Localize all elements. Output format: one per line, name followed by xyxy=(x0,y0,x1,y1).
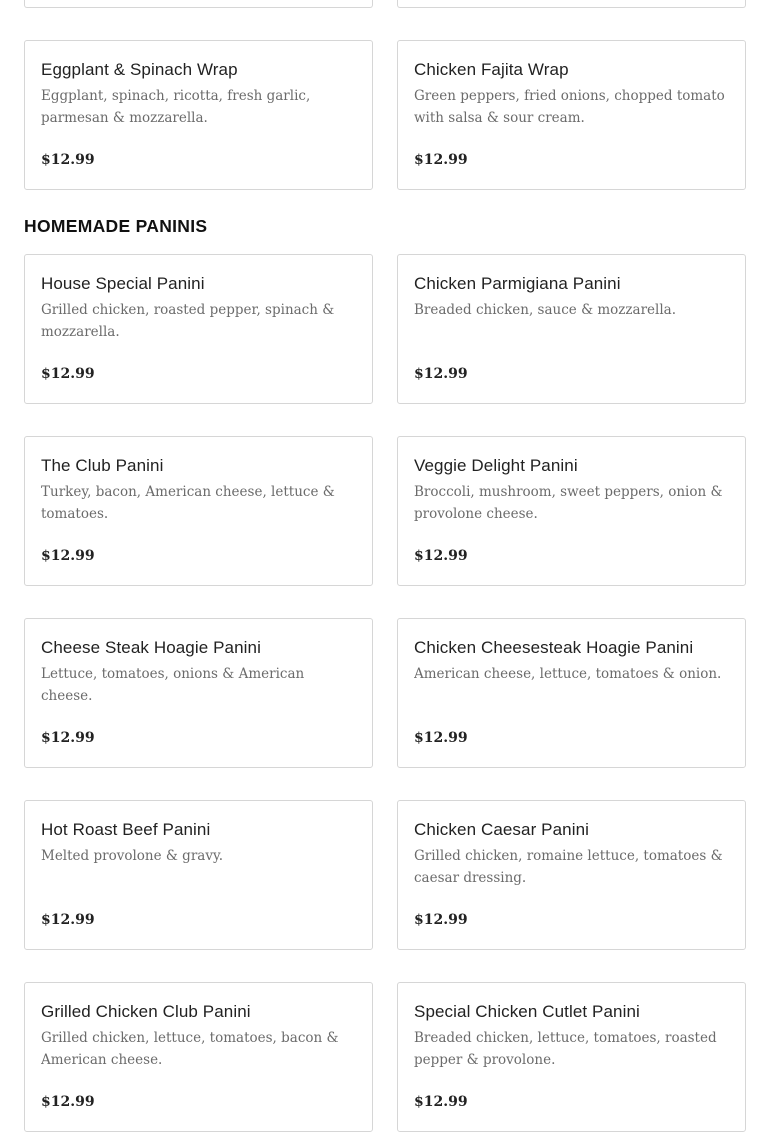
menu-item-name: The Club Panini xyxy=(41,456,164,475)
menu-item-name: Grilled Chicken Club Panini xyxy=(41,1002,251,1021)
menu-item-price: $12.99 xyxy=(41,730,95,746)
menu-item-price: $12.99 xyxy=(414,548,468,564)
menu-item-price: $12.99 xyxy=(41,1094,95,1110)
menu-item-name: Hot Roast Beef Panini xyxy=(41,820,211,839)
menu-item-card[interactable] xyxy=(397,436,746,586)
menu-item-name: Chicken Caesar Panini xyxy=(414,820,590,839)
menu-item-description: Turkey, bacon, American cheese, lettuce & tomatoes. xyxy=(41,484,335,522)
menu-item-description: Green peppers, fried onions, chopped tomato with salsa & sour cream. xyxy=(414,88,725,126)
menu-item-card[interactable] xyxy=(397,254,746,404)
menu-item-card[interactable] xyxy=(24,982,373,1132)
menu-item-description: Grilled chicken, romaine lettuce, tomatoes & caesar dressing. xyxy=(414,848,723,886)
menu-item-price: $12.99 xyxy=(414,730,468,746)
menu-item-price: $12.99 xyxy=(41,366,95,382)
section-title: HOMEMADE PANINIS xyxy=(24,216,208,236)
menu-item-card[interactable] xyxy=(24,40,373,190)
wraps-grid xyxy=(24,40,746,190)
menu-item-description: Grilled chicken, roasted pepper, spinach & mozzarella. xyxy=(41,302,335,340)
previous-row-cards xyxy=(24,0,746,8)
menu-item-card-partial[interactable] xyxy=(397,0,746,8)
menu-item-price: $12.99 xyxy=(414,366,468,382)
menu-item-name: Special Chicken Cutlet Panini xyxy=(414,1002,640,1021)
menu-item-card[interactable] xyxy=(397,40,746,190)
menu-item-name: Eggplant & Spinach Wrap xyxy=(41,60,238,79)
menu-item-description: American cheese, lettuce, tomatoes & onion. xyxy=(414,666,722,682)
menu-item-name: Chicken Parmigiana Panini xyxy=(414,274,621,293)
menu-item-card[interactable] xyxy=(24,254,373,404)
menu-item-description: Breaded chicken, sauce & mozzarella. xyxy=(414,302,676,318)
menu-item-card[interactable] xyxy=(24,618,373,768)
menu-item-card[interactable] xyxy=(397,800,746,950)
menu-item-card[interactable] xyxy=(24,800,373,950)
menu-item-name: Chicken Cheesesteak Hoagie Panini xyxy=(414,638,694,657)
menu-item-description: Broccoli, mushroom, sweet peppers, onion & provolone cheese. xyxy=(414,484,723,522)
menu-item-price: $12.99 xyxy=(414,1094,468,1110)
menu-item-description: Grilled chicken, lettuce, tomatoes, bacon & American cheese. xyxy=(41,1030,339,1068)
menu-item-name: House Special Panini xyxy=(41,274,205,293)
menu-item-price: $12.99 xyxy=(414,152,468,168)
menu-item-description: Lettuce, tomatoes, onions & American cheese. xyxy=(41,666,305,704)
menu-item-price: $12.99 xyxy=(41,152,95,168)
paninis-grid xyxy=(24,254,746,1132)
menu-item-price: $12.99 xyxy=(41,912,95,928)
menu-item-card-partial[interactable] xyxy=(24,0,373,8)
menu-item-card[interactable] xyxy=(397,982,746,1132)
menu-item-description: Breaded chicken, lettuce, tomatoes, roasted pepper & provolone. xyxy=(414,1030,717,1068)
menu-item-card[interactable] xyxy=(397,618,746,768)
menu-item-card[interactable] xyxy=(24,436,373,586)
menu-item-description: Eggplant, spinach, ricotta, fresh garlic, parmesan & mozzarella. xyxy=(41,88,311,126)
menu-item-name: Chicken Fajita Wrap xyxy=(414,60,569,79)
menu-item-name: Cheese Steak Hoagie Panini xyxy=(41,638,261,657)
menu-item-price: $12.99 xyxy=(414,912,468,928)
menu-item-description: Melted provolone & gravy. xyxy=(41,848,224,864)
menu-item-price: $12.99 xyxy=(41,548,95,564)
menu-item-name: Veggie Delight Panini xyxy=(414,456,578,475)
